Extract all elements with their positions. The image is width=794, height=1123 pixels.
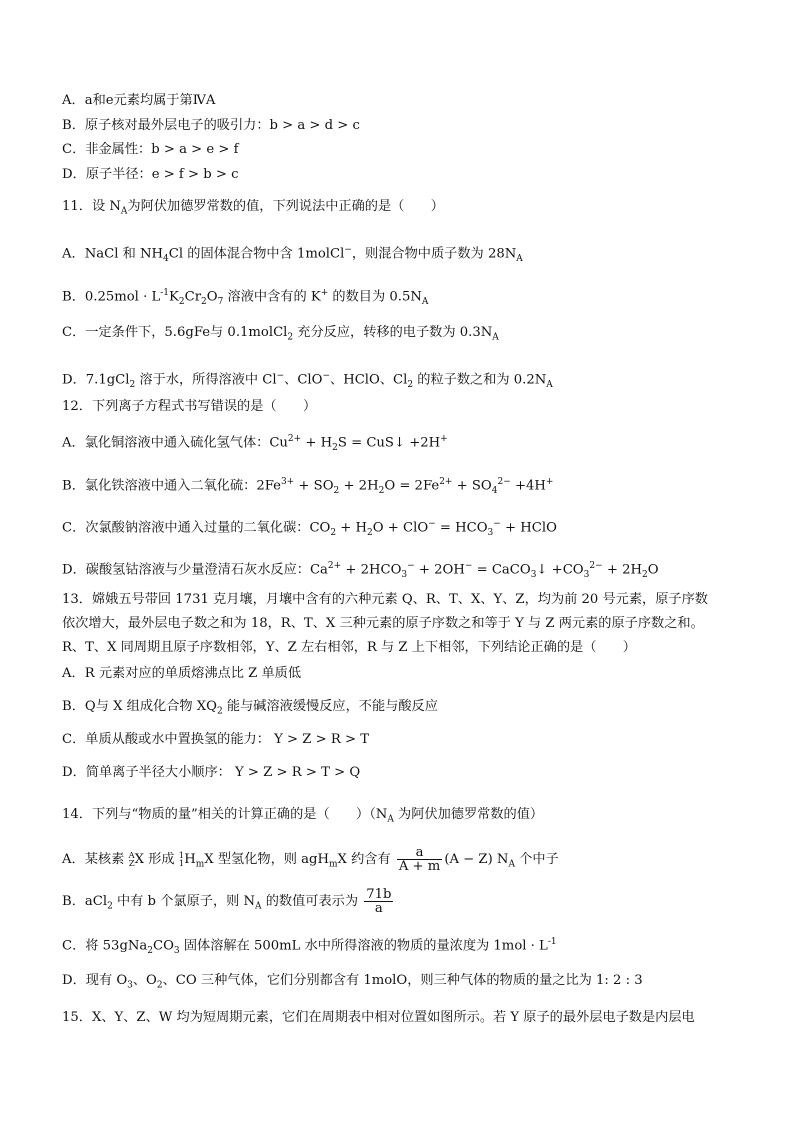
q11-stem: 11．设 $N_A$为阿伏加德罗常数的值，下列说法中正确的是（ ） [62, 199, 444, 217]
q13-stem-line-2: 依次增大，最外层电子数之和为 18，R、T、X 三种元素的原子序数之和等于 Y 与 Z 两元素的原子序数之和。 [62, 616, 704, 631]
fraction-71b-over-a: $\frac{71b}{a}$ [366, 887, 392, 916]
q15-stem: 15．X、Y、Z、W 均为短周期元素，它们在周期表中相对位置如图所示。若 Y 原子的最外层电子数是内层电 [62, 1010, 695, 1025]
q12-option-c: C．次氯酸钠溶液中通入过量的二氧化碳：$CO_2 + H_2O + ClO^- = HCO_3^-$ + HClO [62, 519, 557, 539]
q10-option-b: B．原子核对最外层电子的吸引力：b > a > d > c [62, 118, 360, 133]
q14-option-c: C．将 $53gNa_2CO_3$ 固体溶解在 500mL 水中所得溶液的物质的量浓度为 $1mol \cdot L^{-1}$ [62, 937, 557, 957]
q13-option-b: B．Q与 X 组成化合物 $XQ_2$ 能与碱溶液缓慢反应，不能与酸反应 [62, 699, 438, 717]
q10-option-a: A．a和e元素均属于第ⅣA [62, 93, 216, 108]
q11-option-d: D．7.1gCl$_2$ 溶于水，所得溶液中 Cl−、ClO−、HClO、$Cl_2$ 的粒子数之和为 $0.2N_A$ [62, 371, 553, 391]
q11-option-a: A．NaCl 和 $NH_4Cl$ 的固体混合物中含 1molCl−，则混合物中质子数为 $28N_A$ [62, 245, 523, 265]
fraction-a-over-a-plus-m: $\frac{a}{A + m}$ [398, 845, 441, 874]
hydrogen-notation: 1 1 [178, 850, 185, 869]
q13-option-a: A．R 元素对应的单质熔沸点比 Z 单质低 [62, 666, 302, 681]
q14-stem: 14．下列与“物质的量”相关的计算正确的是（ ）（$N_A$ 为阿伏加德罗常数的值） [62, 807, 544, 825]
q13-option-d: D．简单离子半径大小顺序： Y > Z > R > T > Q [62, 765, 361, 780]
nuclide-notation: A Z [128, 850, 135, 869]
q12-option-a: A．氯化铜溶液中通入硫化氢气体：$Cu^{2+} + H_2S$ = CuS↓ +2H+ [62, 434, 448, 454]
q10-option-c: C．非金属性：b > a > e > f [62, 142, 239, 157]
q12-stem: 12．下列离子方程式书写错误的是（ ） [62, 399, 317, 414]
q13-stem-line-3: R、T、X 同周期且原子序数相邻，Y、Z 左右相邻，R 与 Z 上下相邻，下列结论正确的是（ ） [62, 640, 636, 655]
q11-option-b: B．$0.25mol \cdot L^{-1}K_2Cr_2O_7$ 溶液中含有的 K+ 的数目为 $0.5N_A$ [62, 288, 429, 308]
q12-option-b: B．氯化铁溶液中通入二氧化硫：$2Fe^{3+} + SO_2 + 2H_2O = 2Fe^{2+} + SO_4^{2-} +4H^+$ [62, 477, 554, 497]
q12-option-d: D．碳酸氢钴溶液与少量澄清石灰水反应：$Ca^{2+} + 2HCO_3^- + 2OH^-$ = CaCO$_3$↓ $+CO_3^{2-} + 2H_2O$ [62, 561, 659, 581]
q13-option-c: C．单质从酸或水中置换氢的能力： Y > Z > R > T [62, 732, 369, 747]
q14-option-d: D．现有 $O_3$、$O_2$、CO 三种气体，它们分别都含有 1molO，则三种气体的物质的量之比为 1: 2 : 3 [62, 973, 643, 991]
q11-option-c: C．一定条件下，5.6gFe与 0.1molCl$_2$ 充分反应，转移的电子数为 $0.3N_A$ [62, 325, 499, 343]
q10-option-d: D．原子半径：e > f > b > c [62, 167, 239, 182]
q14-option-a: A．某核素 A Z X 形成 1 1 $H_mX$ 型氢化物，则 agH$_m$X 约含有 $\frac{a}{A + m}$ (A − Z) $N_A$ 个中子 [62, 845, 559, 874]
q14-option-b: B．aCl$_2$ 中有 b 个氯原子，则 $N_A$ 的数值可表示为 $\frac{71b}{a}$ [62, 887, 392, 916]
q13-stem-line-1: 13．嫦娥五号带回 1731 克月壤，月壤中含有的六种元素 Q、R、T、X、Y、Z，均为前 20 号元素，原子序数 [62, 592, 708, 607]
